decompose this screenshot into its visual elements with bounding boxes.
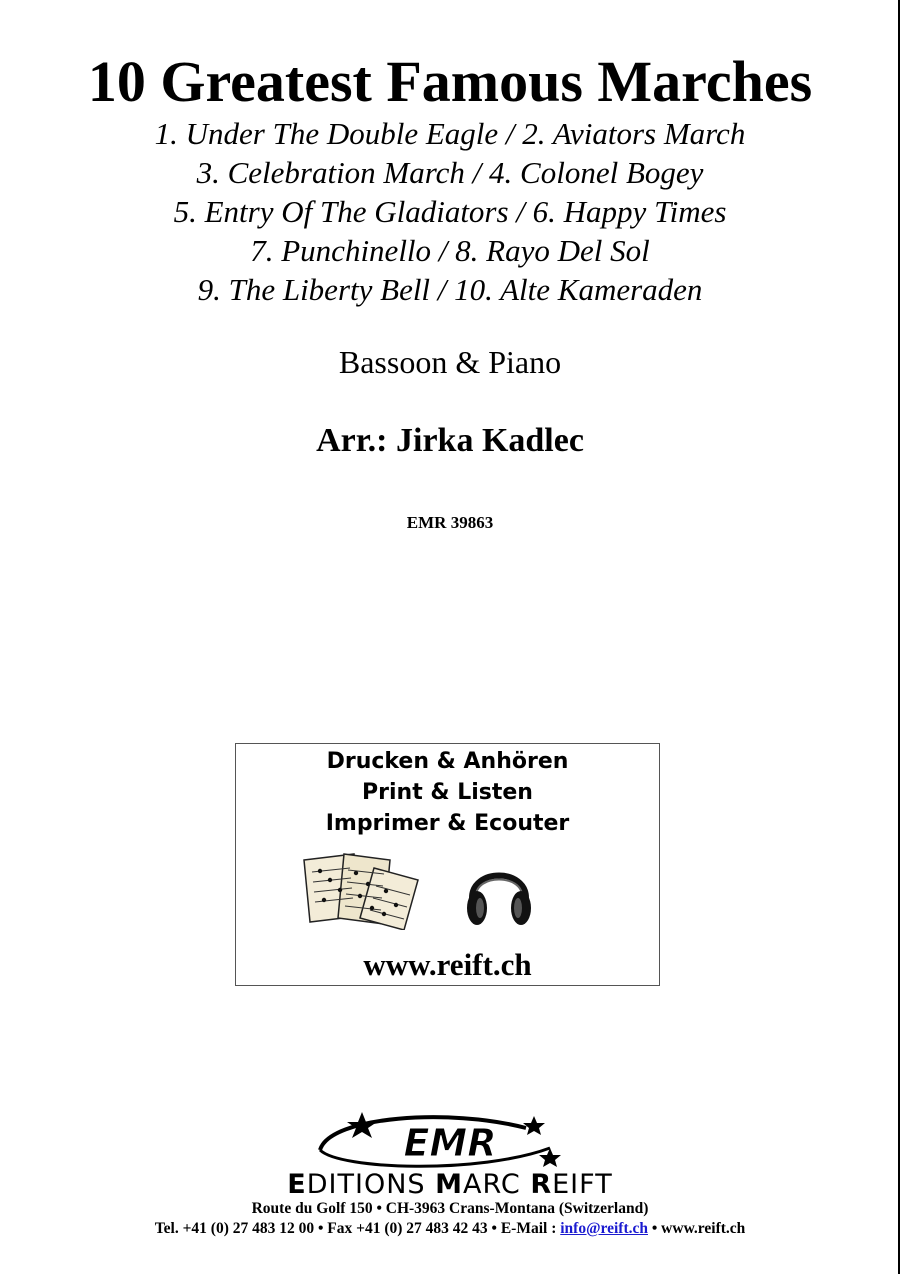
arranger: Arr.: Jirka Kadlec: [316, 422, 584, 459]
march-list: [0, 114, 900, 309]
emr-logo-icon: [300, 1108, 600, 1174]
promo-line-german: Drucken & Anhören: [326, 749, 569, 774]
publisher-name-initial: E: [287, 1169, 307, 1200]
promo-line-english: Print & Listen: [362, 780, 533, 805]
publisher-name-initial: R: [530, 1169, 553, 1200]
march-line: 3. Celebration March / 4. Colonel Bogey: [196, 155, 704, 190]
catalog-number: EMR 39863: [406, 513, 494, 532]
publisher-address: Route du Golf 150 • CH-3963 Crans-Montana (Switzerland): [251, 1200, 649, 1217]
promo-url[interactable]: www.reift.ch: [363, 947, 532, 982]
march-line: 1. Under The Double Eagle / 2. Aviators March: [154, 116, 746, 151]
publisher-name-part: ARC: [463, 1169, 531, 1200]
promo-line-french: Imprimer & Ecouter: [325, 811, 570, 836]
instrumentation: Bassoon & Piano: [338, 344, 562, 380]
publisher-name-part: DITIONS: [306, 1169, 436, 1200]
march-line: 7. Punchinello / 8. Rayo Del Sol: [250, 233, 650, 268]
march-line: 5. Entry Of The Gladiators / 6. Happy Times: [173, 194, 727, 229]
headphones-icon: [464, 854, 534, 930]
publisher-contact: [0, 1219, 900, 1239]
logo-text: EMR: [403, 1121, 497, 1165]
contact-website[interactable]: • www.reift.ch: [648, 1220, 746, 1237]
sheet-music-icon: [302, 850, 422, 930]
march-line: 9. The Liberty Bell / 10. Alte Kameraden: [197, 272, 703, 307]
print-listen-box: [235, 743, 660, 986]
contact-phone-fax: Tel. +41 (0) 27 483 12 00 • Fax +41 (0) 27 483 42 43 • E-Mail :: [154, 1220, 561, 1237]
publisher-name-initial: M: [435, 1169, 463, 1200]
publisher-name-part: EIFT: [552, 1169, 613, 1200]
email-link[interactable]: info@reift.ch: [560, 1220, 648, 1237]
page-title: 10 Greatest Famous Marches: [87, 49, 813, 114]
publisher-name: [0, 1170, 900, 1200]
